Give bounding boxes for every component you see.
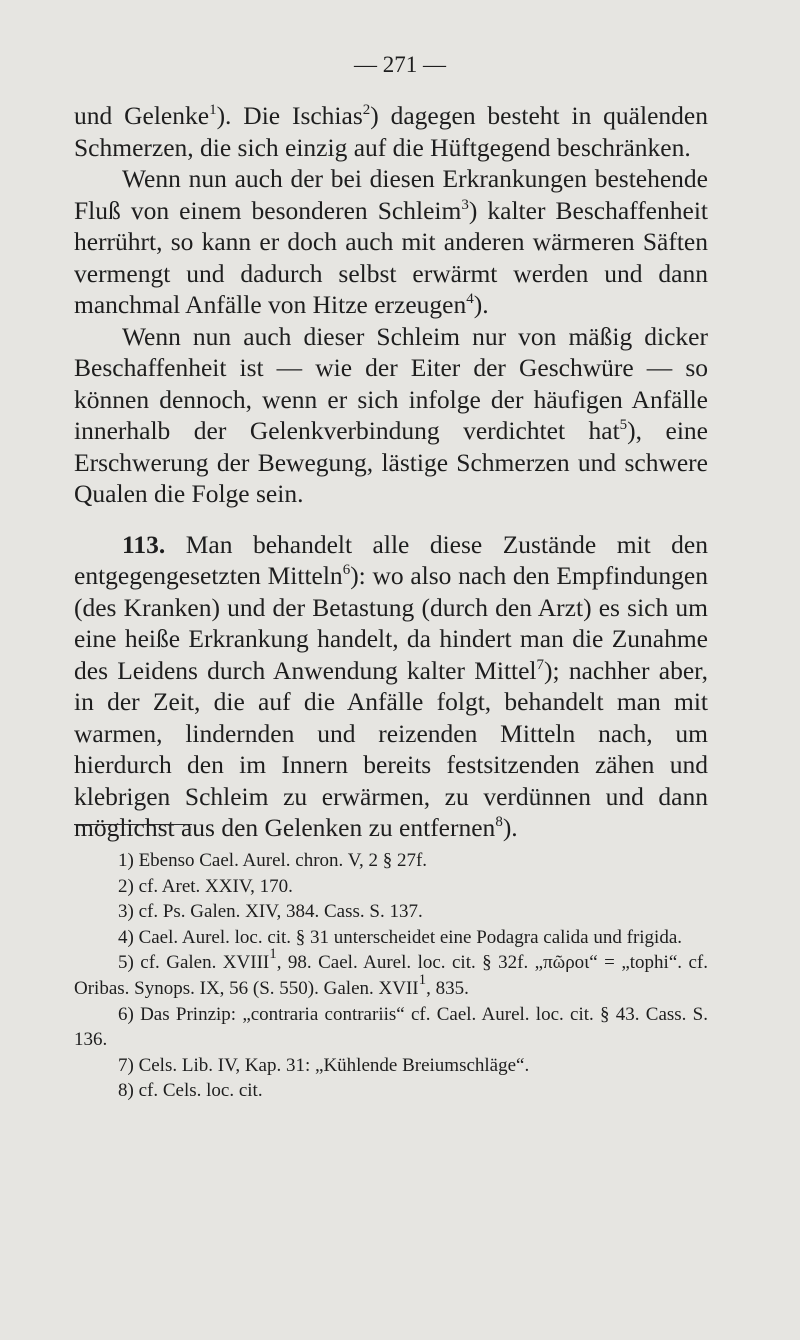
text-run: ). Die Ischias [216,101,363,130]
footnote-marker: 8 [495,814,503,830]
footnote-marker: 5 [619,417,628,433]
footnote-marker: 1 [269,946,277,963]
footnote-marker: 6 [342,562,351,578]
paragraph [74,100,708,163]
text-run: 6) Das Prinzip: „contraria contrariis“ cf. Cael. Aurel. loc. cit. § 43. Cass. S. 136. [74,1003,708,1051]
page-number: — 271 — [354,52,446,77]
section-paragraph [74,529,708,844]
footnote-marker: 1 [209,102,217,118]
paragraph [74,163,708,321]
footnote-marker: 3 [461,196,469,213]
text-run: Man behandelt alle diese Zustände mit den entgegengesetzten Mitteln [74,529,708,590]
text-run: ): wo also nach den Empfindungen (des Kranken) und der Betastung (durch den Arzt) es sich um eine heiße Erkrankung handelt, da hindert man die Zunahme des Leidens durch Anwendung kalter Mittel [74,561,708,685]
text-run: ) dagegen besteht in quälenden Schmerzen, die sich einzig auf die Hüftgegend beschränken. [74,101,708,162]
footnotes [74,848,708,1104]
text-run: 1) Ebenso Cael. Aurel. chron. V, 2 § 27f. [118,850,428,871]
text-run: ). [473,290,489,319]
text-run: , 98. Cael. Aurel. loc. cit. § 32f. „πῶροι“ = „tophi“. cf. Oribas. Synops. IX, 56 (S. 550). Galen. XVII [74,952,708,999]
text-run: ), eine Erschwerung der Bewegung, lästige Schmerzen und schwere Qualen die Folge sein. [74,416,708,508]
text-run: 5) cf. Galen. XVIII [118,952,270,974]
footnote-marker: 2 [362,102,371,118]
text-run: ). [502,813,518,842]
footnote-marker: 4 [466,291,474,307]
section-number: 113. [122,529,166,559]
text-run: , 835. [426,977,469,999]
footnote [74,1053,708,1079]
footnote [74,1078,708,1104]
text-run: 2) cf. Aret. XXIV, 170. [118,875,293,897]
footnote [74,848,708,874]
text-run: ) kalter Beschaffenheit herrührt, so kann er doch auch mit anderen wärmeren Säften vermengt und dadurch selbst erwärmt werden und dann manchmal Anfälle von Hitze erzeugen [74,195,708,319]
text-run: 4) Cael. Aurel. loc. cit. § 31 unterscheidet eine Podagra calida und frigida. [118,926,683,948]
text-run: Wenn nun auch dieser Schleim nur von mäßig dicker Beschaffenheit ist — wie der Eiter der Geschwüre — so können dennoch, wenn er sich infolge der häufigen Anfälle innerhalb der Gelenkverbindung verdichtet hat [74,321,708,445]
footnote [74,946,708,1001]
footnote-marker: 1 [418,971,427,988]
text-run: 7) Cels. Lib. IV, Kap. 31: „Kühlende Breiumschläge“. [118,1054,530,1076]
footnote [74,899,708,925]
body-text [74,100,708,844]
footnote [74,874,708,900]
footnote-marker: 7 [536,656,545,673]
text-run: 3) cf. Ps. Galen. XIV, 384. Cass. S. 137. [118,901,423,923]
footnote [74,925,708,951]
footnote-separator [74,824,192,825]
text-run: Wenn nun auch der bei diesen Erkrankungen bestehende Fluß von einem besonderen Schleim [74,164,708,225]
footnote [74,1002,708,1053]
paragraph [74,321,708,510]
text-run: und Gelenke [74,101,210,130]
text-run: 8) cf. Cels. loc. cit. [118,1080,263,1102]
text-run: ); nachher aber, in der Zeit, die auf die Anfälle folgt, behandelt man mit warmen, lindernden und reizenden Mitteln nach, um hierdurch den im Innern bereits festsitzenden zähen und klebrigen Schleim zu erwärmen, zu verdünnen und dann möglichst aus den Gelenken zu entfernen [74,655,708,842]
